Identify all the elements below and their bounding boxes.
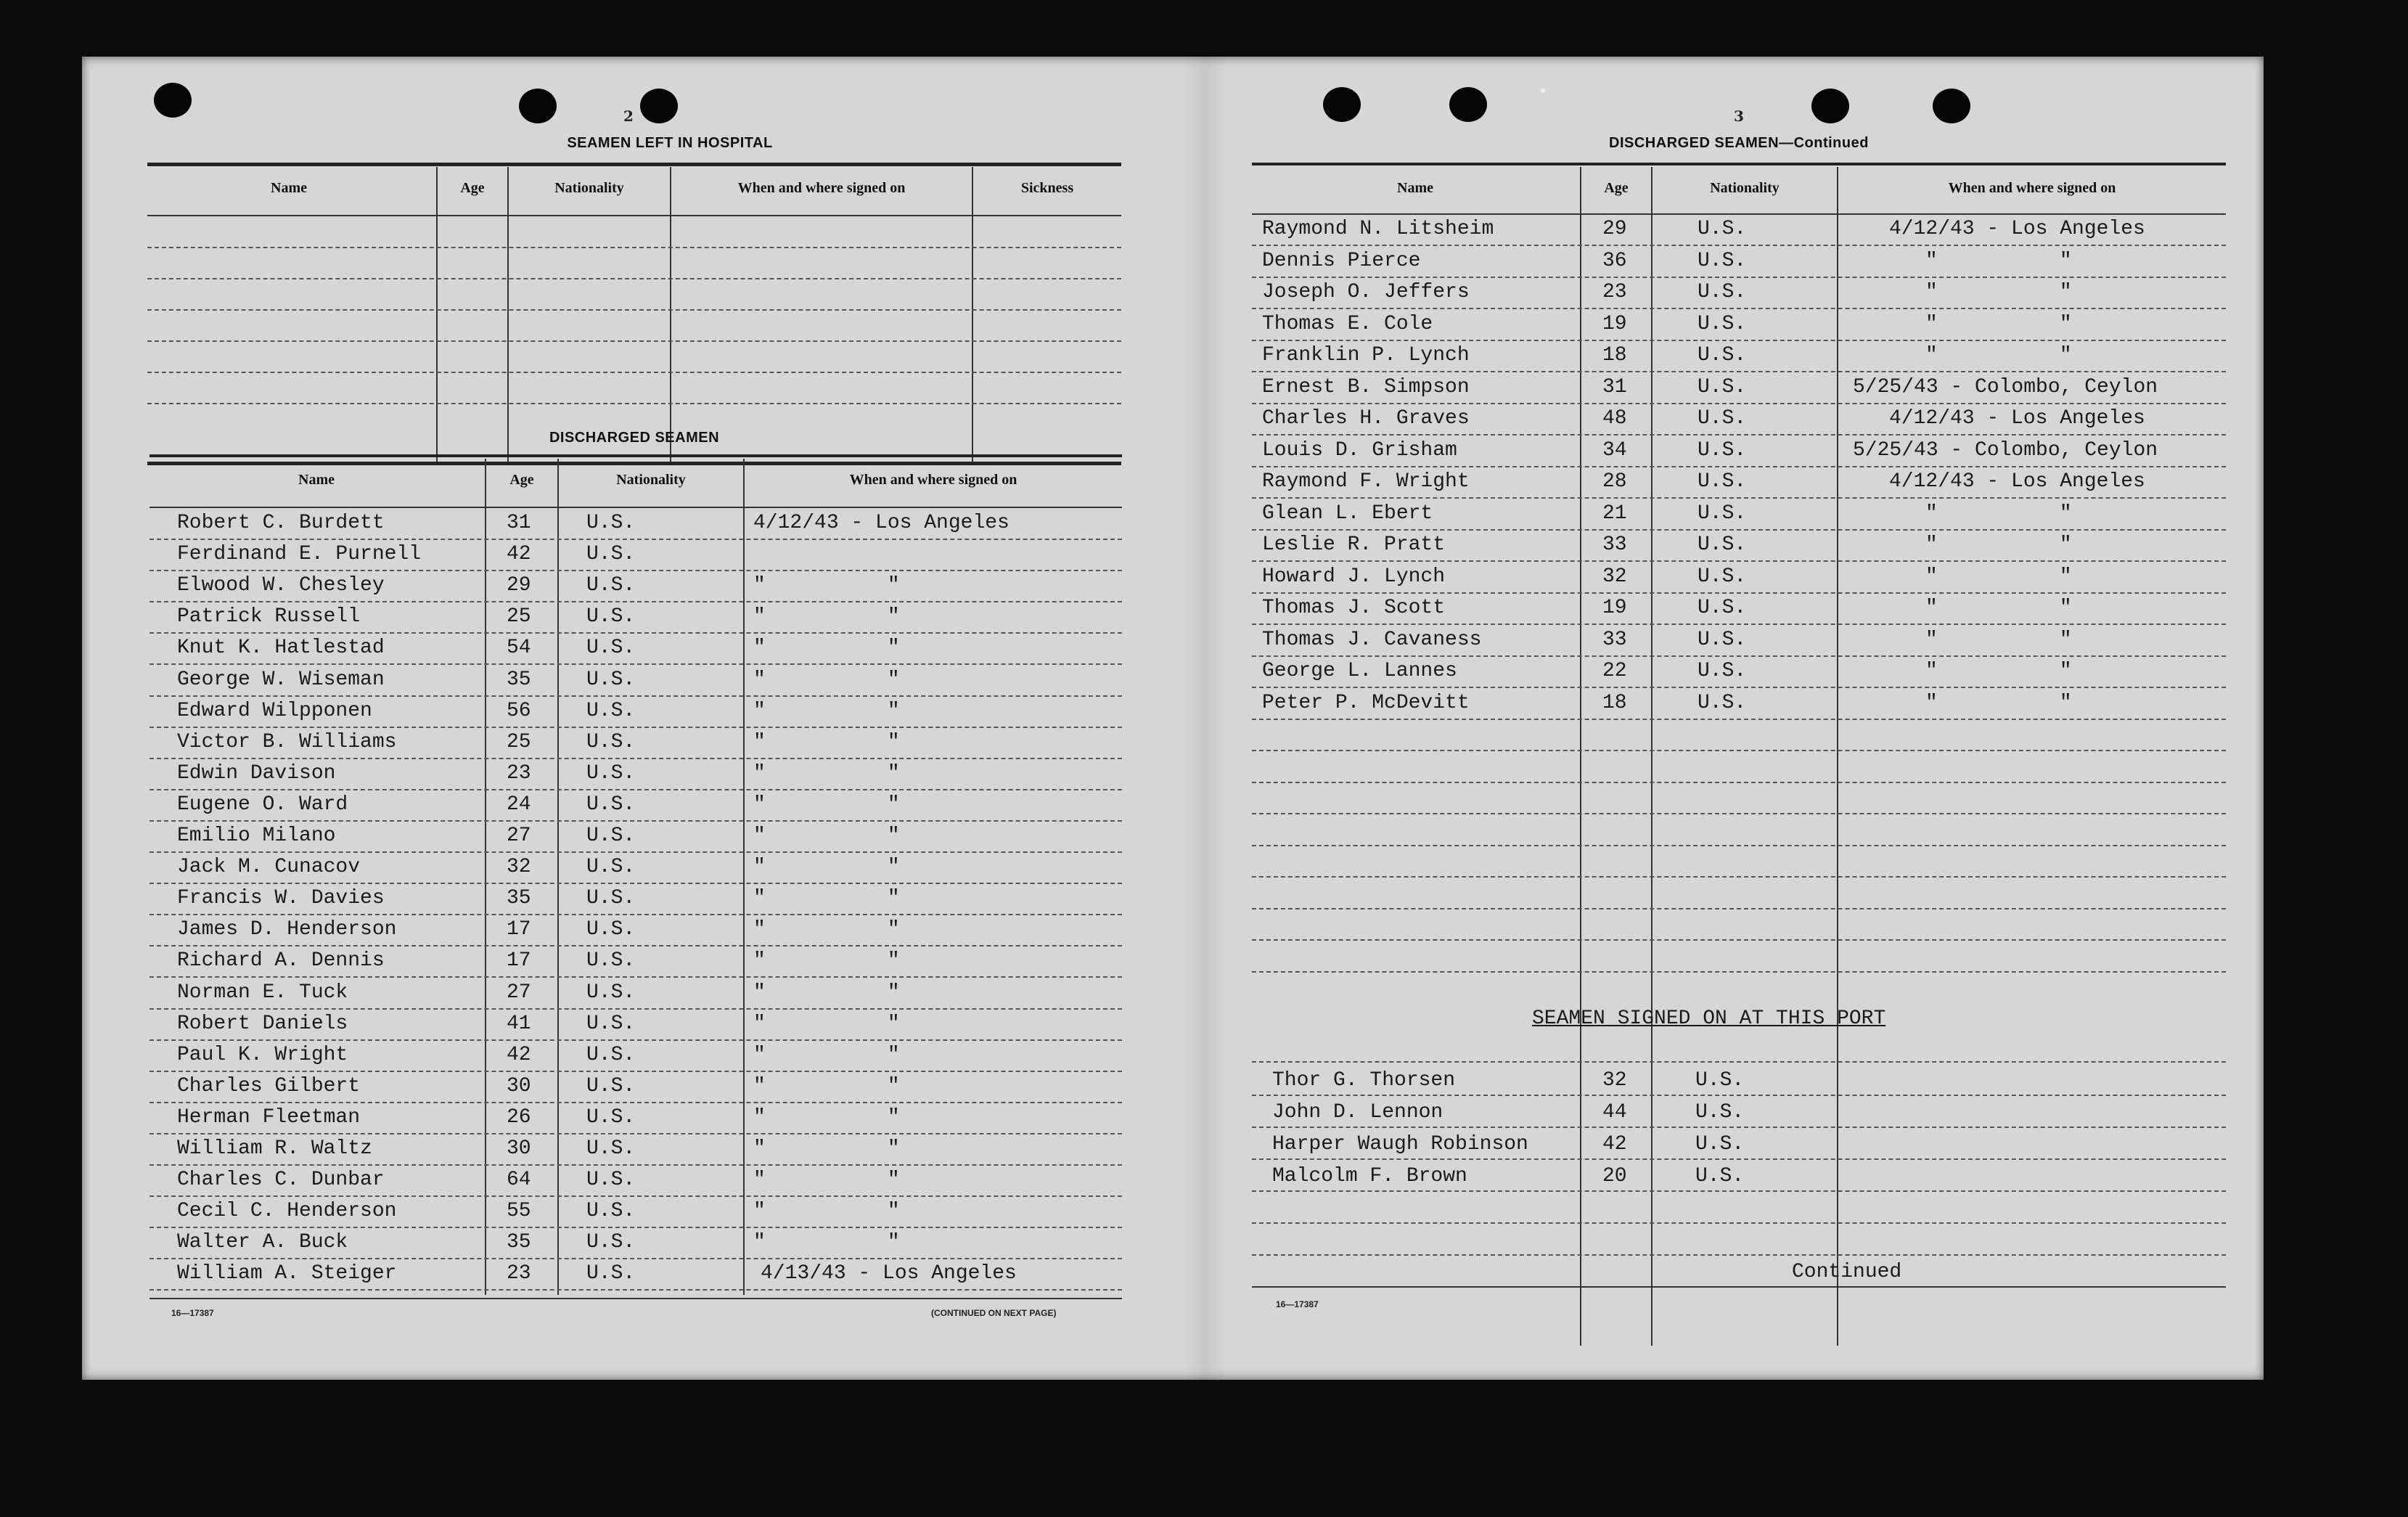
- seaman-age: 41: [507, 1012, 531, 1035]
- seaman-nationality: U.S.: [1698, 375, 1747, 398]
- punch-hole: [1449, 87, 1487, 122]
- seaman-name: Charles C. Dunbar: [177, 1169, 385, 1192]
- seaman-nationality: U.S.: [1695, 1133, 1745, 1156]
- continued-note: (CONTINUED ON NEXT PAGE): [931, 1308, 1057, 1318]
- signed-on: " ": [1925, 628, 2072, 651]
- row-line: [1252, 403, 2226, 404]
- row-line: [150, 1289, 1122, 1291]
- seaman-name: Glean L. Ebert: [1262, 502, 1433, 525]
- column-header: When and where signed on: [849, 472, 1017, 488]
- signed-on: 4/12/43 - Los Angeles: [1889, 470, 2145, 493]
- row-line: [150, 758, 1122, 759]
- seaman-age: 33: [1602, 533, 1627, 556]
- row-line: [1252, 655, 2226, 657]
- signed-on: " ": [753, 699, 900, 722]
- signed-on: " ": [1925, 281, 2072, 303]
- row-line: [150, 1164, 1122, 1166]
- seaman-name: Eugene O. Ward: [177, 793, 348, 816]
- column-divider: [972, 167, 973, 463]
- seaman-age: 23: [507, 761, 531, 785]
- seaman-nationality: U.S.: [586, 605, 636, 629]
- table-bottom-rule: [150, 1298, 1122, 1299]
- row-line: [1252, 719, 2226, 720]
- seaman-name: Ernest B. Simpson: [1262, 375, 1470, 398]
- seaman-nationality: U.S.: [586, 856, 636, 879]
- seaman-age: 31: [1602, 375, 1627, 398]
- punch-hole: [640, 89, 678, 123]
- row-line: [1252, 1126, 2226, 1128]
- row-line: [150, 601, 1122, 602]
- seaman-age: 35: [507, 668, 531, 691]
- seaman-nationality: U.S.: [1695, 1165, 1745, 1187]
- seaman-age: 23: [1602, 281, 1627, 303]
- row-line: [1252, 434, 2226, 436]
- seaman-nationality: U.S.: [1698, 281, 1747, 303]
- signed-on: " ": [1925, 691, 2072, 714]
- row-line: [150, 1039, 1122, 1041]
- row-line: [1252, 1190, 2226, 1192]
- seaman-nationality: U.S.: [1698, 565, 1747, 588]
- column-header: Age: [509, 472, 534, 488]
- column-divider: [485, 459, 486, 1295]
- column-header: When and where signed on: [1948, 180, 2116, 196]
- seaman-nationality: U.S.: [1698, 312, 1747, 335]
- discharged-header-rule: [150, 507, 1122, 508]
- seaman-name: James D. Henderson: [177, 918, 397, 941]
- seaman-age: 20: [1602, 1165, 1627, 1187]
- seaman-age: 24: [507, 793, 531, 816]
- seaman-age: 42: [1602, 1133, 1627, 1156]
- seaman-age: 64: [507, 1169, 531, 1192]
- row-line: [147, 340, 1121, 342]
- seaman-name: Walter A. Buck: [177, 1231, 348, 1254]
- row-line: [150, 632, 1122, 634]
- seaman-nationality: U.S.: [1698, 438, 1747, 462]
- seaman-nationality: U.S.: [586, 1169, 636, 1192]
- signed-on: " ": [753, 1105, 900, 1129]
- seaman-name: Herman Fleetman: [177, 1105, 361, 1129]
- seaman-nationality: U.S.: [1698, 470, 1747, 493]
- seaman-nationality: U.S.: [586, 825, 636, 847]
- seaman-name: Raymond N. Litsheim: [1262, 218, 1494, 240]
- row-line: [150, 851, 1122, 853]
- row-line: [150, 1258, 1122, 1259]
- signed-on: " ": [753, 793, 900, 816]
- seaman-age: 32: [1602, 565, 1627, 588]
- row-line: [147, 403, 1121, 404]
- signed-on: " ": [753, 918, 900, 941]
- column-header: Age: [1604, 180, 1629, 196]
- seaman-age: 42: [507, 1043, 531, 1066]
- column-divider: [1580, 167, 1581, 1346]
- signed-on: " ": [753, 1137, 900, 1160]
- row-line: [150, 976, 1122, 978]
- row-line: [1252, 497, 2226, 499]
- seaman-age: 36: [1602, 249, 1627, 272]
- seaman-nationality: U.S.: [586, 1231, 636, 1254]
- table-top-rule: [1252, 163, 2226, 165]
- seaman-nationality: U.S.: [1698, 597, 1747, 619]
- seaman-age: 30: [507, 1074, 531, 1097]
- seaman-name: George L. Lannes: [1262, 660, 1457, 682]
- punch-hole: [1811, 89, 1849, 123]
- signed-on: " ": [1925, 312, 2072, 335]
- page-number: 3: [1734, 107, 1744, 125]
- seaman-age: 19: [1602, 597, 1627, 619]
- signed-on: " ": [753, 1043, 900, 1066]
- seaman-nationality: U.S.: [586, 1012, 636, 1035]
- column-header: Nationality: [616, 472, 686, 488]
- signed-on: 4/12/43 - Los Angeles: [1889, 407, 2145, 430]
- seaman-nationality: U.S.: [586, 637, 636, 660]
- column-divider: [670, 167, 671, 463]
- header-rule: [1252, 213, 2226, 215]
- seaman-age: 33: [1602, 628, 1627, 651]
- row-line: [150, 1071, 1122, 1072]
- seaman-age: 25: [507, 730, 531, 753]
- row-line: [1252, 466, 2226, 467]
- seaman-age: 18: [1602, 344, 1627, 367]
- seaman-nationality: U.S.: [586, 949, 636, 973]
- column-divider: [507, 167, 509, 463]
- row-line: [150, 820, 1122, 822]
- seaman-name: Franklin P. Lynch: [1262, 344, 1470, 367]
- row-line: [150, 914, 1122, 915]
- column-header: Nationality: [1710, 180, 1780, 196]
- seaman-name: Jack M. Cunacov: [177, 856, 361, 879]
- page-number: 2: [623, 107, 634, 125]
- seaman-age: 29: [1602, 218, 1627, 240]
- signed-on: " ": [1925, 660, 2072, 682]
- form-number: 16—17387: [171, 1308, 214, 1318]
- row-line: [1252, 813, 2226, 814]
- seaman-nationality: U.S.: [1698, 218, 1747, 240]
- row-line: [1252, 1158, 2226, 1160]
- page-fold: [1184, 57, 1227, 1380]
- hospital-section-title: SEAMEN LEFT IN HOSPITAL: [567, 135, 773, 151]
- column-header: When and where signed on: [737, 180, 906, 196]
- seaman-name: Charles Gilbert: [177, 1074, 361, 1097]
- seaman-name: Richard A. Dennis: [177, 949, 385, 973]
- seaman-nationality: U.S.: [586, 512, 636, 534]
- header-rule: [147, 215, 1121, 216]
- seaman-name: Knut K. Hatlestad: [177, 637, 385, 660]
- seaman-name: Louis D. Grisham: [1262, 438, 1457, 462]
- row-line: [150, 727, 1122, 728]
- seaman-age: 35: [507, 887, 531, 910]
- form-number: 16—17387: [1276, 1299, 1319, 1309]
- seaman-name: William A. Steiger: [177, 1262, 397, 1285]
- seaman-age: 44: [1602, 1101, 1627, 1124]
- seaman-age: 17: [507, 918, 531, 941]
- signed-on: " ": [753, 761, 900, 785]
- signed-on: " ": [1925, 249, 2072, 272]
- signed-on: 4/12/43 - Los Angeles: [753, 512, 1010, 534]
- column-header: Name: [271, 180, 307, 196]
- seaman-name: George W. Wiseman: [177, 668, 385, 691]
- row-line: [1252, 245, 2226, 246]
- signed-on: " ": [1925, 597, 2072, 619]
- signed-on: " ": [753, 1169, 900, 1192]
- seaman-age: 48: [1602, 407, 1627, 430]
- seaman-age: 34: [1602, 438, 1627, 462]
- row-line: [150, 945, 1122, 946]
- seaman-name: Cecil C. Henderson: [177, 1200, 397, 1223]
- seaman-name: Raymond F. Wright: [1262, 470, 1470, 493]
- row-line: [1252, 623, 2226, 625]
- signed-on: " ": [753, 856, 900, 879]
- seaman-nationality: U.S.: [1698, 344, 1747, 367]
- row-line: [147, 372, 1121, 373]
- seaman-age: 25: [507, 605, 531, 629]
- seaman-nationality: U.S.: [586, 730, 636, 753]
- seaman-nationality: U.S.: [1698, 502, 1747, 525]
- seaman-name: Thomas J. Scott: [1262, 597, 1446, 619]
- row-line: [1252, 277, 2226, 278]
- table-top-rule: [147, 163, 1121, 166]
- seaman-nationality: U.S.: [1695, 1069, 1745, 1092]
- row-line: [1252, 529, 2226, 531]
- row-line: [150, 789, 1122, 790]
- seaman-age: 35: [507, 1231, 531, 1254]
- column-header: Name: [1397, 180, 1433, 196]
- signed-on: " ": [753, 825, 900, 847]
- seaman-name: Joseph O. Jeffers: [1262, 281, 1470, 303]
- continued-label: Continued: [1792, 1261, 1902, 1283]
- seaman-age: 32: [507, 856, 531, 879]
- signed-on: " ": [753, 981, 900, 1004]
- seaman-nationality: U.S.: [1698, 660, 1747, 682]
- seaman-age: 32: [1602, 1069, 1627, 1092]
- seaman-name: Edward Wilpponen: [177, 699, 372, 722]
- punch-hole: [1323, 87, 1361, 122]
- column-divider: [743, 459, 745, 1295]
- discharged-top-rule: [150, 454, 1122, 457]
- row-line: [147, 309, 1121, 311]
- document-sheet: [82, 57, 2264, 1380]
- seaman-name: Thomas E. Cole: [1262, 312, 1433, 335]
- seaman-name: Charles H. Graves: [1262, 407, 1470, 430]
- row-line: [150, 539, 1122, 540]
- seaman-name: Patrick Russell: [177, 605, 361, 629]
- seaman-nationality: U.S.: [1698, 407, 1747, 430]
- row-line: [1252, 971, 2226, 973]
- row-line: [1252, 560, 2226, 562]
- seaman-name: Norman E. Tuck: [177, 981, 348, 1004]
- column-divider: [1651, 167, 1653, 1346]
- seaman-nationality: U.S.: [586, 543, 636, 566]
- seaman-name: Peter P. McDevitt: [1262, 691, 1470, 714]
- row-line: [150, 1195, 1122, 1197]
- seaman-nationality: U.S.: [586, 574, 636, 597]
- signed-on: " ": [753, 637, 900, 660]
- column-divider: [436, 167, 438, 463]
- discharged-continued-title: DISCHARGED SEAMEN—Continued: [1609, 135, 1869, 151]
- row-line: [150, 883, 1122, 884]
- seaman-name: Edwin Davison: [177, 761, 336, 785]
- seaman-nationality: U.S.: [586, 793, 636, 816]
- seaman-nationality: U.S.: [586, 887, 636, 910]
- seaman-nationality: U.S.: [1698, 691, 1747, 714]
- signed-on: " ": [753, 574, 900, 597]
- seaman-age: 26: [507, 1105, 531, 1129]
- signed-on: " ": [753, 605, 900, 629]
- signed-on: 5/25/43 - Colombo, Ceylon: [1853, 375, 2158, 398]
- seaman-name: Emilio Milano: [177, 825, 336, 847]
- row-line: [1252, 308, 2226, 309]
- seaman-name: Malcolm F. Brown: [1272, 1165, 1467, 1187]
- signed-on: " ": [753, 887, 900, 910]
- row-line: [1252, 592, 2226, 594]
- seaman-nationality: U.S.: [586, 1200, 636, 1223]
- row-line: [1252, 750, 2226, 751]
- row-line: [1252, 876, 2226, 878]
- signed-on: " ": [753, 1012, 900, 1035]
- seaman-age: 31: [507, 512, 531, 534]
- seaman-age: 27: [507, 981, 531, 1004]
- seaman-nationality: U.S.: [586, 1262, 636, 1285]
- row-line: [150, 570, 1122, 571]
- row-line: [1252, 1254, 2226, 1256]
- signed-on: " ": [753, 730, 900, 753]
- seaman-nationality: U.S.: [586, 761, 636, 785]
- seaman-age: 55: [507, 1200, 531, 1223]
- seaman-nationality: U.S.: [586, 1137, 636, 1160]
- seaman-age: 23: [507, 1262, 531, 1285]
- row-line: [150, 663, 1122, 665]
- seaman-nationality: U.S.: [586, 699, 636, 722]
- column-header: Name: [298, 472, 335, 488]
- seaman-name: Victor B. Williams: [177, 730, 397, 753]
- signed-on: " ": [1925, 533, 2072, 556]
- row-line: [150, 1133, 1122, 1134]
- seaman-name: John D. Lennon: [1272, 1101, 1443, 1124]
- signed-on: " ": [1925, 502, 2072, 525]
- seaman-nationality: U.S.: [586, 918, 636, 941]
- punch-hole: [519, 89, 557, 123]
- signed-on-heading: SEAMEN SIGNED ON AT THIS PORT: [1532, 1007, 1886, 1030]
- seaman-nationality: U.S.: [1698, 533, 1747, 556]
- seaman-name: Thomas J. Cavaness: [1262, 628, 1482, 651]
- column-divider: [557, 459, 559, 1295]
- row-line: [1252, 687, 2226, 688]
- seaman-name: Howard J. Lynch: [1262, 565, 1446, 588]
- signed-on: " ": [753, 1200, 900, 1223]
- row-line: [1252, 1095, 2226, 1096]
- seaman-name: Harper Waugh Robinson: [1272, 1133, 1528, 1156]
- column-divider: [1837, 167, 1838, 1346]
- row-line: [1252, 340, 2226, 341]
- column-header: Age: [460, 180, 485, 196]
- seaman-age: 18: [1602, 691, 1627, 714]
- seaman-nationality: U.S.: [586, 1105, 636, 1129]
- row-line: [150, 1227, 1122, 1228]
- punch-hole: [154, 83, 192, 118]
- seaman-age: 54: [507, 637, 531, 660]
- punch-hole: [1933, 89, 1970, 123]
- seaman-age: 27: [507, 825, 531, 847]
- seaman-name: Francis W. Davies: [177, 887, 385, 910]
- seaman-name: Leslie R. Pratt: [1262, 533, 1446, 556]
- row-line: [147, 247, 1121, 248]
- seaman-age: 56: [507, 699, 531, 722]
- table-bottom-rule: [1252, 1286, 2226, 1288]
- row-line: [1252, 1222, 2226, 1224]
- seaman-name: Robert C. Burdett: [177, 512, 385, 534]
- table-bottom-rule: [147, 462, 1121, 465]
- row-line: [1252, 1061, 2226, 1063]
- seaman-nationality: U.S.: [586, 1074, 636, 1097]
- signed-on: " ": [753, 949, 900, 973]
- seaman-age: 28: [1602, 470, 1627, 493]
- row-line: [1252, 845, 2226, 846]
- signed-on: 4/13/43 - Los Angeles: [761, 1262, 1017, 1285]
- paper-speck: [1541, 89, 1545, 93]
- row-line: [150, 695, 1122, 697]
- seaman-age: 17: [507, 949, 531, 973]
- seaman-age: 42: [507, 543, 531, 566]
- discharged-section-title: DISCHARGED SEAMEN: [549, 430, 720, 446]
- seaman-age: 21: [1602, 502, 1627, 525]
- seaman-name: Dennis Pierce: [1262, 249, 1421, 272]
- column-header: Nationality: [554, 180, 624, 196]
- seaman-nationality: U.S.: [586, 981, 636, 1004]
- signed-on: " ": [753, 668, 900, 691]
- seaman-name: Robert Daniels: [177, 1012, 348, 1035]
- seaman-name: William R. Waltz: [177, 1137, 372, 1160]
- row-line: [1252, 782, 2226, 783]
- seaman-age: 22: [1602, 660, 1627, 682]
- signed-on: " ": [753, 1074, 900, 1097]
- seaman-nationality: U.S.: [1695, 1101, 1745, 1124]
- seaman-name: Paul K. Wright: [177, 1043, 348, 1066]
- seaman-name: Thor G. Thorsen: [1272, 1069, 1456, 1092]
- seaman-nationality: U.S.: [1698, 249, 1747, 272]
- seaman-nationality: U.S.: [1698, 628, 1747, 651]
- signed-on: " ": [1925, 565, 2072, 588]
- row-line: [150, 1102, 1122, 1103]
- column-header: Sickness: [1020, 180, 1074, 196]
- seaman-age: 19: [1602, 312, 1627, 335]
- signed-on: " ": [753, 1231, 900, 1254]
- row-line: [150, 1008, 1122, 1010]
- seaman-nationality: U.S.: [586, 668, 636, 691]
- seaman-nationality: U.S.: [586, 1043, 636, 1066]
- row-line: [1252, 371, 2226, 372]
- row-line: [147, 278, 1121, 279]
- seaman-name: Ferdinand E. Purnell: [177, 543, 422, 566]
- row-line: [1252, 939, 2226, 941]
- seaman-age: 30: [507, 1137, 531, 1160]
- seaman-name: Elwood W. Chesley: [177, 574, 385, 597]
- signed-on: 4/12/43 - Los Angeles: [1889, 218, 2145, 240]
- row-line: [1252, 908, 2226, 909]
- seaman-age: 29: [507, 574, 531, 597]
- signed-on: " ": [1925, 344, 2072, 367]
- signed-on: 5/25/43 - Colombo, Ceylon: [1853, 438, 2158, 462]
